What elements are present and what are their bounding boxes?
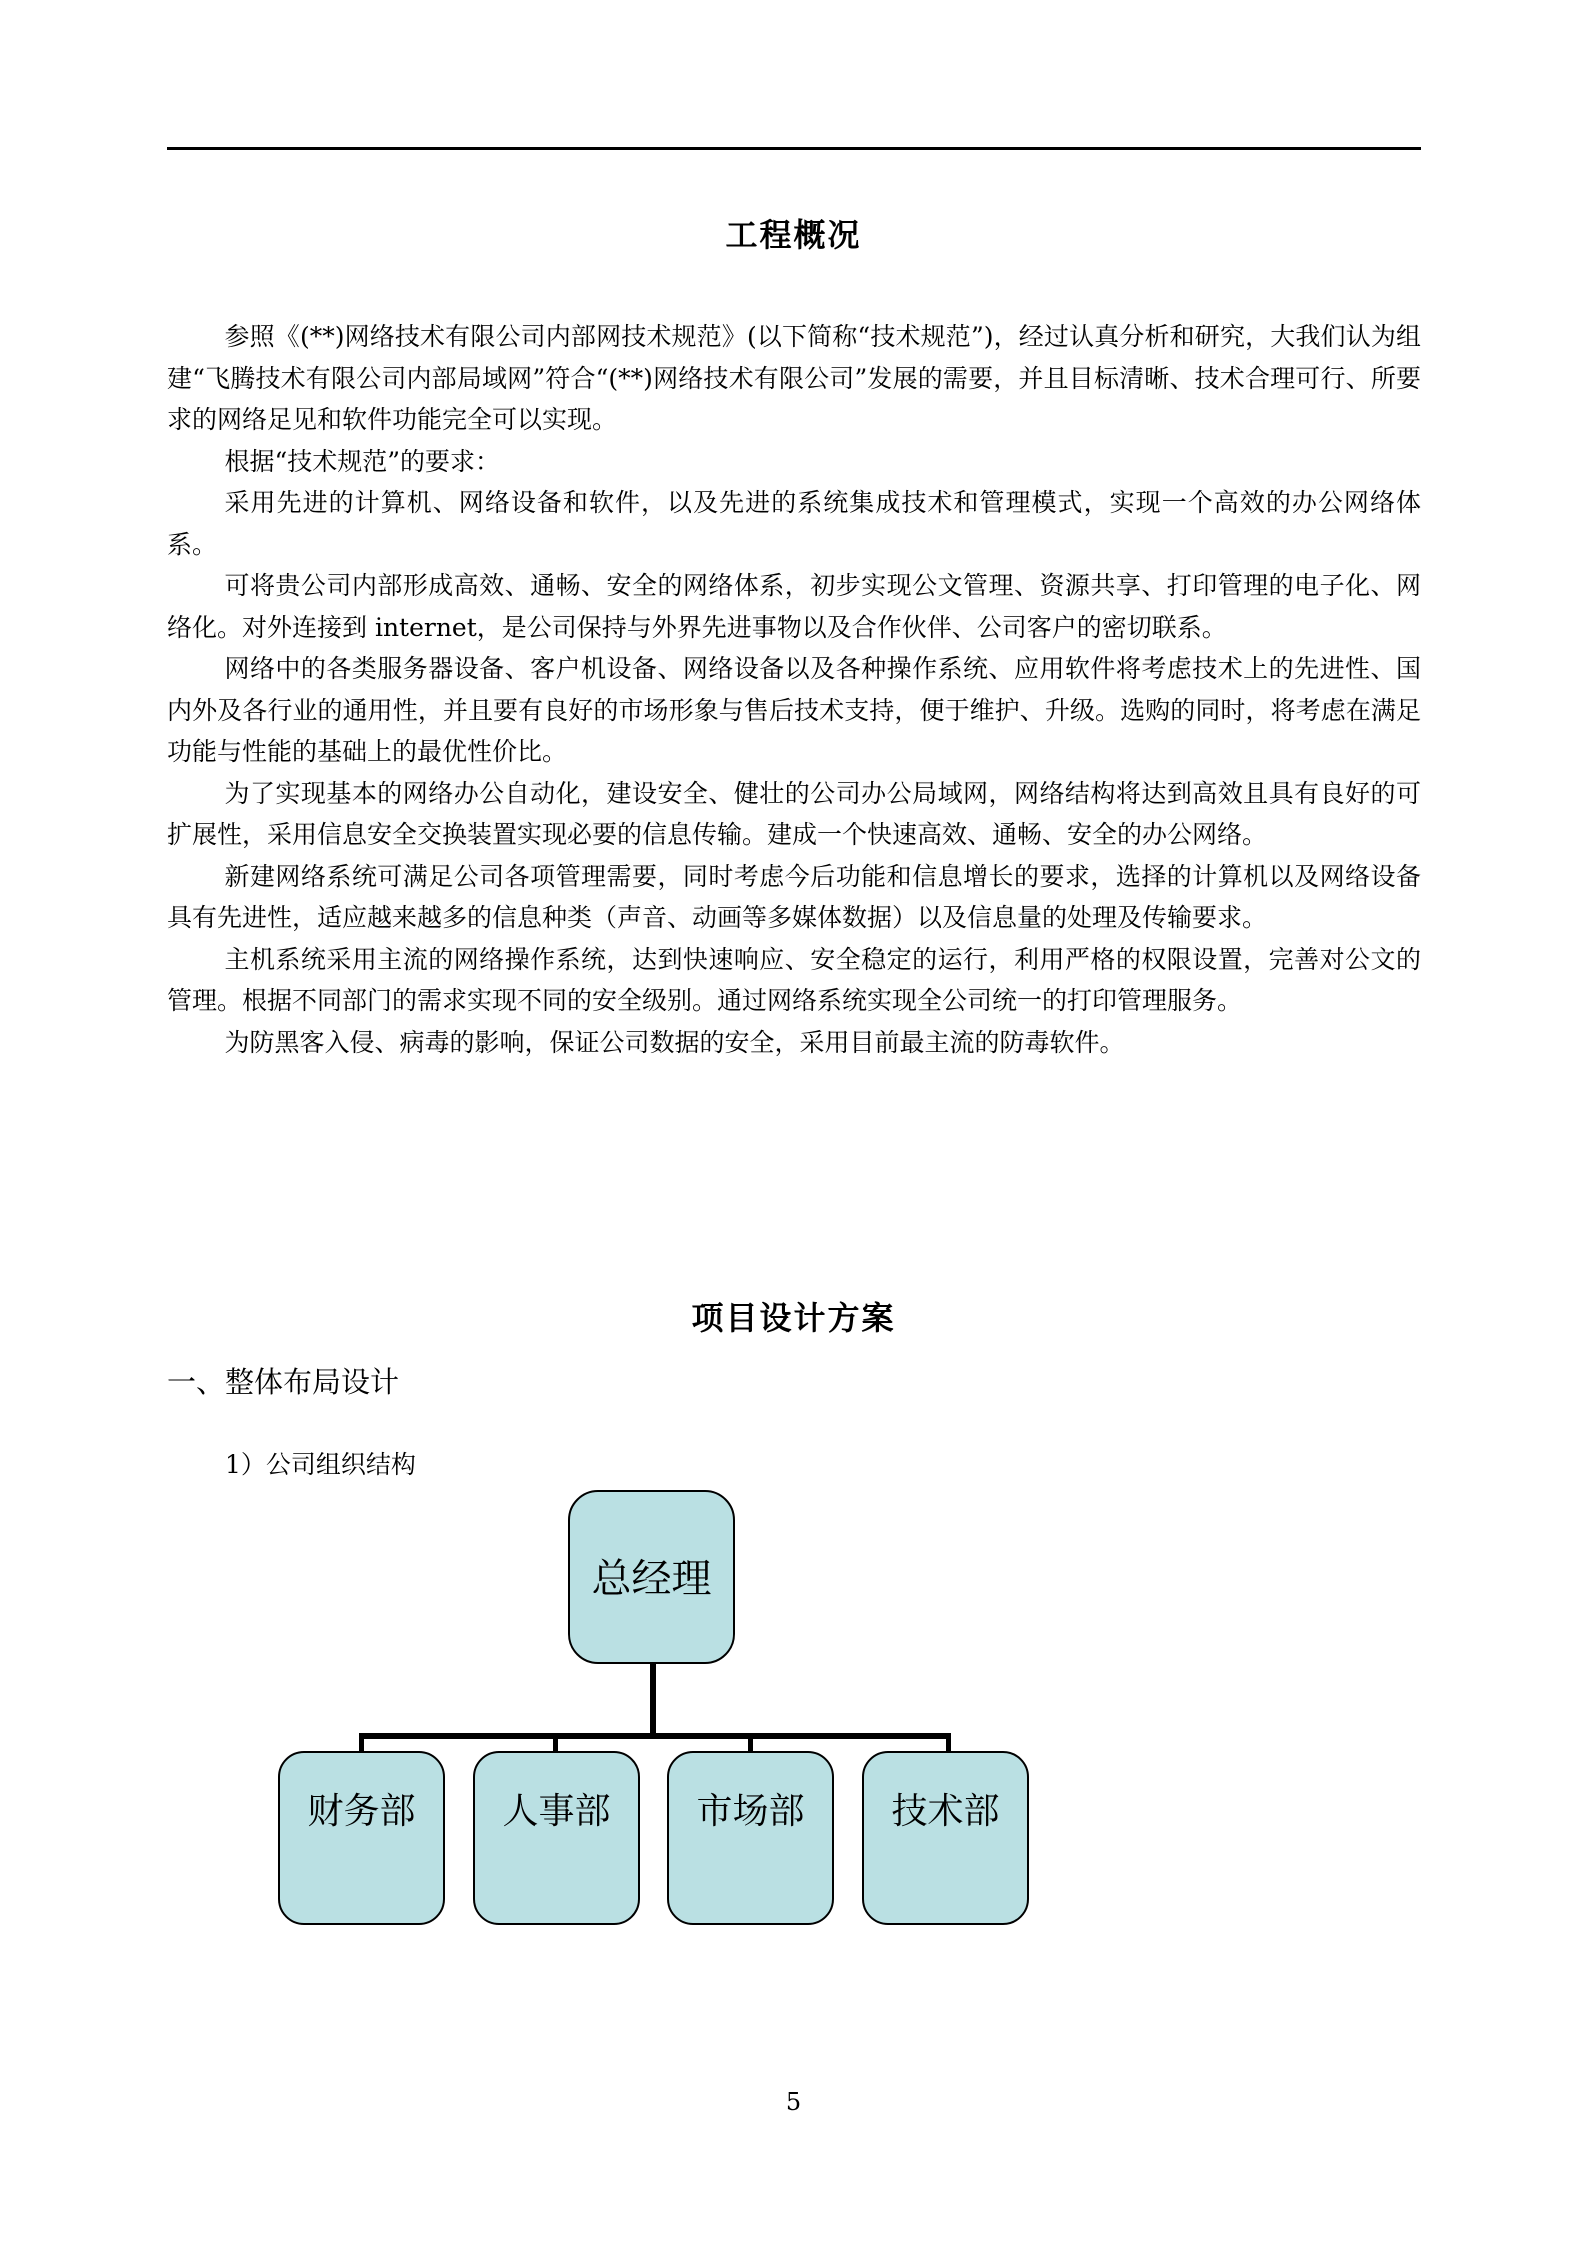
header-rule [167,147,1421,150]
paragraph: 可将贵公司内部形成高效、通畅、安全的网络体系，初步实现公文管理、资源共享、打印管理的电子化、网络化。对外连接到 internet，是公司保持与外界先进事物以及合作伙伴、公司客户的密切联系。 [167,571,1421,642]
paragraph: 根据“技术规范”的要求： [224,446,501,476]
connector-horizontal [359,1733,951,1739]
heading-layout-design: 一、整体布局设计 [167,1365,400,1399]
paragraph: 为防黑客入侵、病毒的影响，保证公司数据的安全，采用目前最主流的防毒软件。 [224,1027,1125,1057]
heading-org-structure: 1）公司组织结构 [225,1450,416,1479]
section-title-overview: 工程概况 [725,216,862,254]
org-node-finance [278,1751,445,1925]
org-node-tech [862,1751,1029,1925]
org-node-hr [473,1751,640,1925]
org-node-label: 人事部 [502,1791,611,1832]
section-title-design: 项目设计方案 [691,1299,896,1337]
org-node-label: 技术部 [891,1791,1000,1832]
paragraph: 为了实现基本的网络办公自动化，建设安全、健壮的公司办公局域网，网络结构将达到高效且具有良好的可扩展性，采用信息安全交换装置实现必要的信息传输。建成一个快速高效、通畅、安全的办公网络。 [167,778,1421,849]
paragraph: 采用先进的计算机、网络设备和软件，以及先进的系统集成技术和管理模式，实现一个高效的办公网络体系。 [167,488,1421,559]
connector-drop-2 [553,1735,558,1752]
org-node-root [568,1490,735,1664]
paragraph: 主机系统采用主流的网络操作系统，达到快速响应、安全稳定的运行，利用严格的权限设置，完善对公文的管理。根据不同部门的需求实现不同的安全级别。通过网络系统实现全公司统一的打印管理服务。 [167,944,1421,1015]
overview-body [167,316,1421,1063]
paragraph: 网络中的各类服务器设备、客户机设备、网络设备以及各种操作系统、应用软件将考虑技术上的先进性、国内外及各行业的通用性，并且要有良好的市场形象与售后技术支持，便于维护、升级。选购的同时，将考虑在满足功能与性能的基础上的最优性价比。 [167,654,1421,766]
connector-drop-3 [748,1735,753,1752]
connector-drop-1 [359,1735,364,1752]
connector-drop-4 [946,1735,951,1752]
connector-vertical-root [650,1663,656,1738]
org-node-label: 财务部 [307,1791,416,1832]
paragraph: 新建网络系统可满足公司各项管理需要，同时考虑今后功能和信息增长的要求，选择的计算机以及网络设备具有先进性，适应越来越多的信息种类（声音、动画等多媒体数据）以及信息量的处理及传输要求。 [167,861,1421,932]
page-number: 5 [785,2088,802,2116]
org-node-marketing [667,1751,834,1925]
paragraph: 参照《(**)网络技术有限公司内部网技术规范》(以下简称“技术规范”)，经过认真分析和研究，大我们认为组建“飞腾技术有限公司内部局域网”符合“(**)网络技术有限公司”发展的需要，并且目标清晰、技术合理可行、所要求的网络足见和软件功能完全可以实现。 [167,322,1421,434]
org-node-label: 市场部 [696,1791,805,1832]
org-node-label: 总经理 [591,1556,712,1602]
